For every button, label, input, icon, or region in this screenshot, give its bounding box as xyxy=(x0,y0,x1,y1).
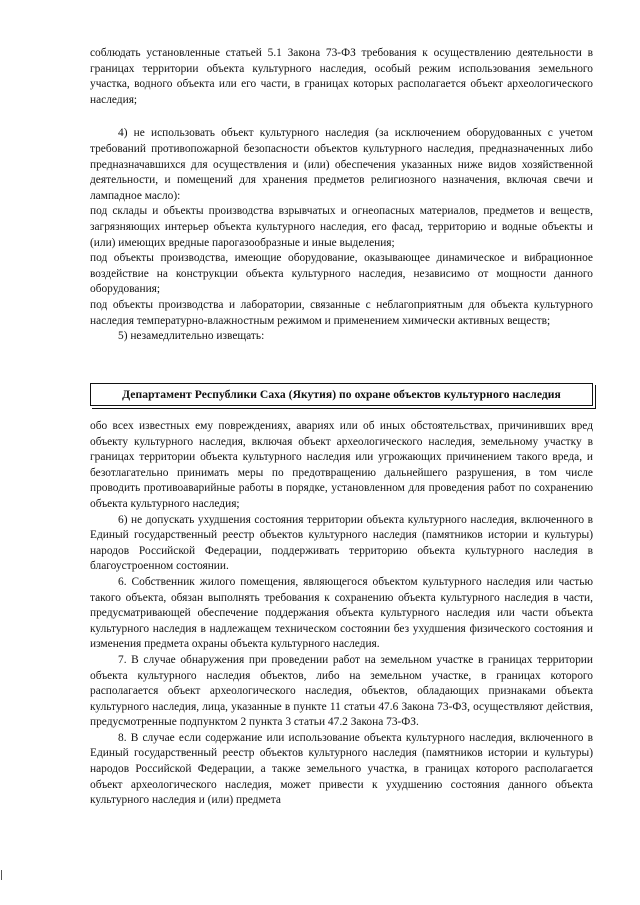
lower-text-block xyxy=(90,419,593,809)
department-title: Департамент Республики Саха (Якутия) по охране объектов культурного наследия xyxy=(90,383,593,406)
paragraph-compliance: соблюдать установленные статьей 5.1 Закона 73-ФЗ требования к осуществлению деятельности в границах территории объекта культурного наследия, особый режим использования земельного участка, водного объекта или его части, в границах которых располагается объект археологического наследия; xyxy=(90,47,593,106)
upper-text-block xyxy=(90,46,593,345)
paragraph-item-5: 5) незамедлительно извещать: xyxy=(118,330,265,343)
paragraph-section-8: 8. В случае если содержание или использование объекта культурного наследия, включенного в Единый государственный реестр объектов культурного наследия (памятников истории и культуры) народов Российской Федерации, а также земельного участка, в границах которого располагается объект археологического наследия, может привести к ухудшению состояния данного объекта культурного наследия и (или) предмета xyxy=(90,731,593,807)
paragraph-warehouses: под склады и объекты производства взрывчатых и огнеопасных материалов, предметов и веществ, загрязняющих интерьер объекта культурного наследия, его фасад, территорию и водные объекты и (или) имеющих вредные парогазообразные и иные выделения; xyxy=(90,205,593,249)
scan-edge-mark xyxy=(1,870,2,880)
paragraph-item-6: 6) не допускать ухудшения состояния территории объекта культурного наследия, включенного в Единый государственный реестр объектов культурного наследия (памятников истории и культуры) народов Российской Федерации, поддерживать территорию объекта культурного наследия в благоустроенном состоянии. xyxy=(90,513,593,573)
paragraph-damage-notice: обо всех известных ему повреждениях, авариях или об иных обстоятельствах, причинивших вред объекту культурного наследия, включая объект археологического наследия, земельному участку в границах территории объекта культурного наследия или угрожающих причинением такого вреда, и безотлагательно принимать меры по предотвращению дальнейшего разрушения, в том числе проводить противоаварийные работы в порядке, установленном для проведения работ по сохранению объекта культурного наследия; xyxy=(90,420,593,510)
paragraph-production-vibration: под объекты производства, имеющие оборудование, оказывающее динамическое и вибрационное воздействие на конструкции объекта культурного наследия, независимо от мощности данного оборудования; xyxy=(90,252,593,296)
paragraph-item-4: 4) не использовать объект культурного наследия (за исключением оборудованных с учетом требований противопожарной безопасности объектов культурного наследия, предназначенных либо предназначавшихся для осуществления и (или) обеспечения указанных ниже видов хозяйственной деятельности, и помещений для хранения предметов религиозного назначения, включая свечи и лампадное масло): xyxy=(90,127,593,202)
paragraph-laboratories: под объекты производства и лаборатории, связанные с неблагоприятным для объекта культурного наследия температурно-влажностным режимом и применением химически активных веществ; xyxy=(90,298,593,327)
department-box xyxy=(90,383,593,406)
paragraph-section-6: 6. Собственник жилого помещения, являющегося объектом культурного наследия или частью такого объекта, обязан выполнять требования к сохранению объекта культурного наследия в части, предусматривающей обеспечение поддержания объекта культурного наследия или части объекта культурного наследия в надлежащем техническом состоянии без ухудшения физического состояния и изменения предмета охраны объекта культурного наследия. xyxy=(90,575,593,651)
paragraph-section-7: 7. В случае обнаружения при проведении работ на земельном участке в границах территории объекта культурного наследия объектов, либо на земельном участке, в границах которого располагается объект археологического наследия, объектов, обладающих признаками объекта культурного наследия, лица, указанные в пункте 11 статьи 47.6 Закона 73-ФЗ, осуществляют действия, предусмотренные подпунктом 2 пункта 3 статьи 47.2 Закона 73-ФЗ. xyxy=(90,653,593,729)
